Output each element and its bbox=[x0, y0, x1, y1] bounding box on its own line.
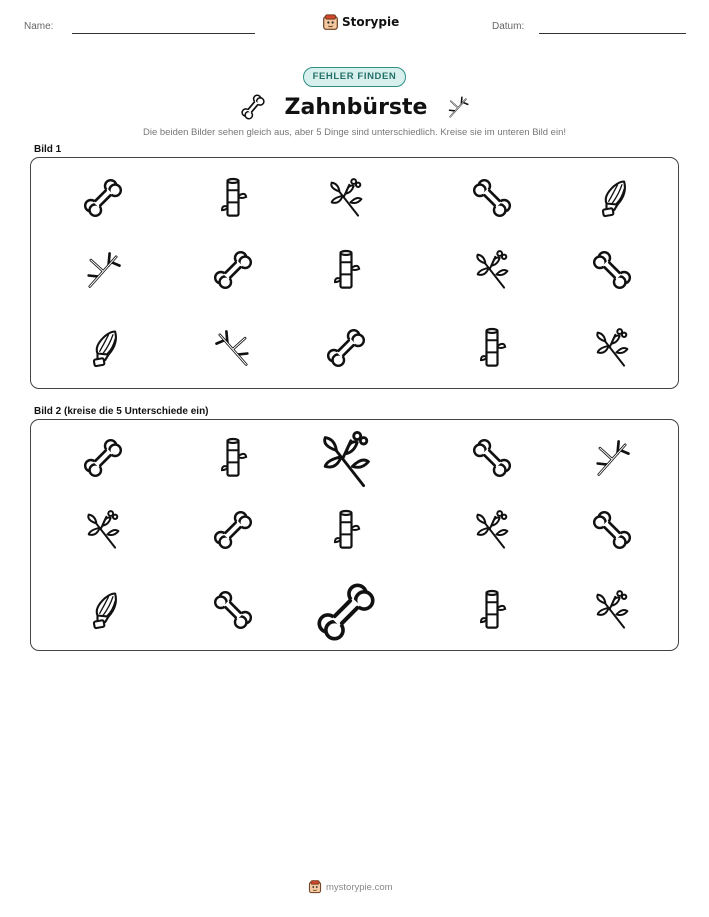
picture1-label: Bild 1 bbox=[34, 144, 62, 155]
flower-sprig-icon[interactable] bbox=[81, 508, 125, 552]
bamboo-icon[interactable] bbox=[211, 436, 255, 480]
flower-sprig-icon[interactable] bbox=[470, 508, 514, 552]
bone-icon[interactable] bbox=[211, 588, 255, 632]
bone-icon[interactable] bbox=[211, 508, 255, 552]
bamboo-icon[interactable] bbox=[324, 508, 368, 552]
bone-icon bbox=[211, 248, 255, 292]
bone-icon bbox=[590, 248, 634, 292]
storypie-logo-icon bbox=[322, 14, 339, 31]
bone-icon[interactable] bbox=[590, 508, 634, 552]
flower-sprig-icon bbox=[324, 176, 368, 220]
twig-icon bbox=[81, 248, 125, 292]
date-label: Datum: bbox=[492, 21, 525, 32]
title-row bbox=[240, 90, 470, 124]
bamboo-icon bbox=[470, 326, 514, 370]
cone-brush-icon bbox=[81, 326, 125, 370]
flower-sprig-icon bbox=[590, 326, 634, 370]
flower-sprig-icon[interactable] bbox=[314, 428, 378, 492]
bone-icon[interactable] bbox=[313, 579, 379, 645]
page-title: Zahnbürste bbox=[284, 94, 428, 120]
name-line[interactable] bbox=[72, 33, 255, 34]
bamboo-icon[interactable] bbox=[470, 588, 514, 632]
twig-icon[interactable] bbox=[590, 436, 634, 480]
bamboo-icon bbox=[324, 248, 368, 292]
instructions: Die beiden Bilder sehen gleich aus, aber 5 Dinge sind unterschiedlich. Kreise sie im unteren Bild ein! bbox=[143, 127, 566, 138]
bone-icon bbox=[237, 92, 267, 122]
picture2-label: Bild 2 (kreise die 5 Unterschiede ein) bbox=[34, 406, 209, 417]
bone-icon bbox=[324, 326, 368, 370]
bone-icon bbox=[470, 176, 514, 220]
activity-badge: FEHLER FINDEN bbox=[303, 67, 406, 87]
brand-name: Storypie bbox=[342, 15, 400, 29]
bamboo-icon bbox=[211, 176, 255, 220]
twig-icon bbox=[211, 326, 255, 370]
footer-site: mystorypie.com bbox=[326, 881, 393, 893]
twig-icon bbox=[445, 94, 471, 120]
bone-icon bbox=[81, 176, 125, 220]
storypie-logo bbox=[322, 13, 399, 31]
flower-sprig-icon bbox=[470, 248, 514, 292]
date-line[interactable] bbox=[539, 33, 686, 34]
bone-icon[interactable] bbox=[470, 436, 514, 480]
storypie-footer-icon bbox=[308, 880, 322, 894]
cone-brush-icon bbox=[590, 176, 634, 220]
footer bbox=[308, 880, 393, 894]
name-label: Name: bbox=[24, 21, 54, 32]
flower-sprig-icon[interactable] bbox=[590, 588, 634, 632]
bone-icon[interactable] bbox=[81, 436, 125, 480]
cone-brush-icon[interactable] bbox=[81, 588, 125, 632]
